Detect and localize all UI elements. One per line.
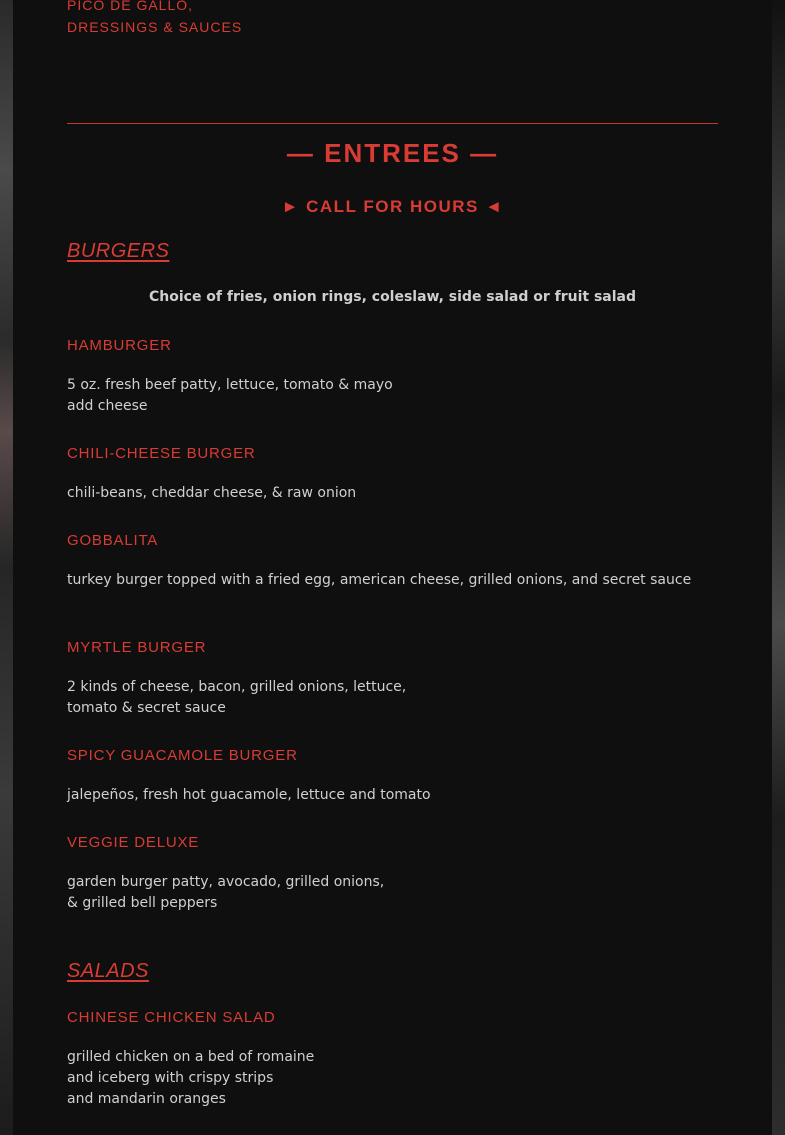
background-photo-right (772, 0, 785, 1135)
desc-line: & grilled bell peppers (67, 895, 218, 911)
desc-line: add cheese (67, 398, 148, 414)
item-name-chinese-chicken-salad: CHINESE CHICKEN SALAD (67, 1009, 276, 1026)
call-for-hours-link[interactable]: ► CALL FOR HOURS ◄ (281, 197, 504, 216)
item-desc-myrtle-burger (67, 677, 406, 719)
item-name-myrtle-burger: MYRTLE BURGER (67, 639, 207, 656)
item-name-chili-cheese-burger: CHILI-CHEESE BURGER (67, 445, 256, 462)
item-desc-chili-cheese-burger (67, 483, 356, 504)
section-title: — ENTREES — (286, 138, 499, 168)
category-burgers: BURGERS (67, 240, 170, 262)
item-name-spicy-guacamole-burger: SPICY GUACAMOLE BURGER (67, 747, 298, 764)
item-name-hamburger: HAMBURGER (67, 337, 172, 354)
item-desc-hamburger (67, 375, 393, 417)
desc-line: and iceberg with crispy strips (67, 1070, 274, 1086)
desc-line: chili-beans, cheddar cheese, & raw onion (67, 485, 357, 501)
item-desc-veggie-deluxe (67, 872, 384, 914)
item-name-gobbalita: GOBBALITA (67, 532, 159, 549)
item-desc-spicy-guacamole-burger (67, 785, 431, 806)
desc-line: tomato & secret sauce (67, 700, 226, 716)
desc-line: 5 oz. fresh beef patty, lettuce, tomato & mayo (67, 377, 393, 393)
desc-line: garden burger patty, avocado, grilled onions, (67, 874, 385, 890)
desc-line: turkey burger topped with a fried egg, american cheese, grilled onions, and secret sauce (67, 572, 692, 588)
previous-item-text (67, 0, 242, 38)
desc-line: jalepeños, fresh hot guacamole, lettuce and tomato (67, 787, 431, 803)
desc-line: grilled chicken on a bed of romaine (67, 1049, 315, 1065)
item-desc-gobbalita (67, 570, 691, 591)
previous-item-line-2: DRESSINGS & SAUCES (67, 19, 243, 35)
category-salads: SALADS (67, 960, 149, 982)
background-photo-left (0, 0, 13, 1135)
item-name-veggie-deluxe: VEGGIE DELUXE (67, 834, 200, 851)
desc-line: 2 kinds of cheese, bacon, grilled onions, lettuce, (67, 679, 407, 695)
desc-line: and mandarin oranges (67, 1091, 226, 1107)
item-desc-chinese-chicken-salad (67, 1047, 314, 1110)
previous-item-line-1: PICO DE GALLO, (67, 0, 194, 13)
section-divider (67, 123, 718, 124)
sides-note: Choice of fries, onion rings, coleslaw, side salad or fruit salad (148, 289, 637, 305)
